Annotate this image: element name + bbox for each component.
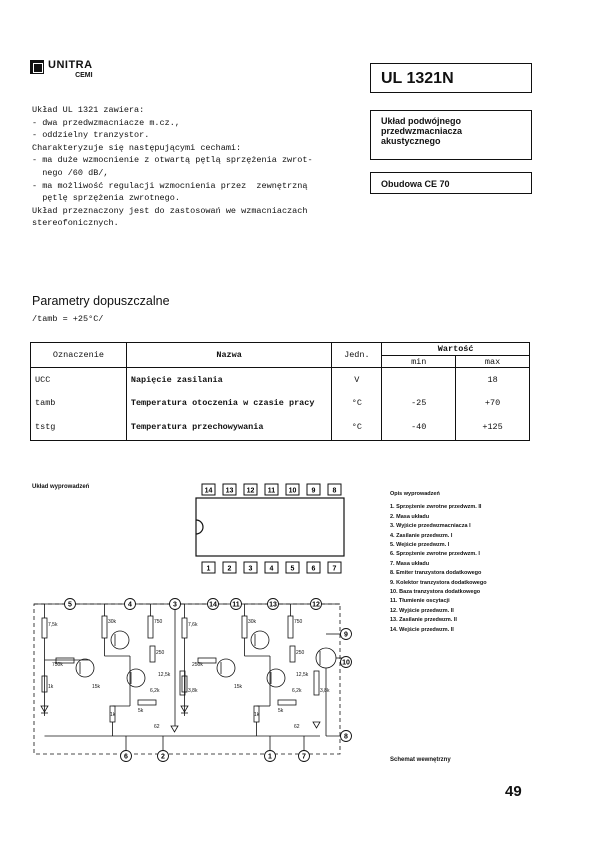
component-label: 250 bbox=[296, 650, 305, 656]
component-label: 750k bbox=[52, 662, 63, 668]
legend-item: 11. Tłumienie oscytacji bbox=[390, 598, 450, 605]
ic-pin-label: 14 bbox=[204, 487, 213, 495]
description-line: przedwzmacniacza bbox=[381, 126, 463, 136]
ic-pinout-diagram bbox=[188, 478, 358, 578]
page-number: 49 bbox=[505, 783, 522, 800]
schematic-node-label: 4 bbox=[128, 601, 132, 609]
cell-min bbox=[382, 368, 456, 392]
legend-item: 12. Wyjście przedwzm. II bbox=[390, 607, 454, 614]
cell-unit: °C bbox=[332, 414, 382, 441]
component-label: 30k bbox=[108, 619, 117, 625]
intro-line: - ma duże wzmocnienie z otwartą pętlą sprzężenia zwrot- bbox=[32, 155, 313, 166]
ic-pin-label: 10 bbox=[288, 487, 297, 495]
unitra-logo bbox=[30, 60, 93, 79]
schematic-node-label: 1 bbox=[268, 753, 272, 761]
schematic-node-label: 14 bbox=[209, 601, 217, 609]
legend-item: 13. Zasilanie przedwzm. II bbox=[390, 617, 457, 624]
intro-line: - ma możliwość regulacji wzmocnienia przez zewnętrzną bbox=[32, 180, 308, 191]
component-label: 62 bbox=[154, 724, 160, 730]
cell-name: Napięcie zasilania bbox=[126, 368, 332, 392]
cell-name: Temperatura otoczenia w czasie pracy bbox=[126, 391, 332, 414]
ic-pin-label: 6 bbox=[311, 565, 316, 573]
params-condition: /tamb = +25°C/ bbox=[32, 314, 104, 324]
intro-line: Charakteryzuje się następującymi cechami: bbox=[32, 142, 242, 153]
cell-unit: V bbox=[332, 368, 382, 392]
component-label: 1k bbox=[110, 712, 116, 718]
cell-max: +70 bbox=[456, 391, 530, 414]
legend-item: 9. Kolektor tranzystora dodatkowego bbox=[390, 579, 487, 586]
component-label: 15k bbox=[234, 684, 243, 690]
schematic-node-label: 13 bbox=[269, 601, 277, 609]
component-label: 750 bbox=[294, 619, 303, 625]
schematic-node-label: 6 bbox=[124, 753, 128, 761]
cell-min: -25 bbox=[382, 391, 456, 414]
brand-sub: CEMI bbox=[75, 72, 93, 79]
table-row bbox=[31, 368, 530, 392]
component-label: 62 bbox=[294, 724, 300, 730]
component-label: 15k bbox=[92, 684, 101, 690]
description-box bbox=[370, 110, 532, 160]
ic-pin-label: 12 bbox=[246, 487, 255, 495]
legend-item: 8. Emiter tranzystora dodatkowego bbox=[390, 570, 482, 577]
schematic-node-label: 7 bbox=[302, 753, 306, 761]
cell-max: 18 bbox=[456, 368, 530, 392]
schematic-node-label: 9 bbox=[344, 631, 348, 639]
col-header-min: min bbox=[382, 356, 456, 368]
col-header-name: Nazwa bbox=[126, 343, 332, 368]
description-line: akustycznego bbox=[381, 136, 441, 146]
component-label: 1k bbox=[254, 712, 260, 718]
intro-line: stereofonicznych. bbox=[32, 218, 119, 229]
table-row bbox=[31, 414, 530, 441]
internal-schematic bbox=[30, 596, 360, 766]
legend-heading: Opis wyprowadzeń bbox=[390, 491, 440, 497]
ic-pin-label: 4 bbox=[269, 565, 274, 573]
legend-item: 7. Masa układu bbox=[390, 560, 430, 567]
component-label: 6,2k bbox=[150, 688, 160, 694]
legend-item: 10. Baza tranzystora dodatkowego bbox=[390, 589, 481, 596]
col-header-symbol: Oznaczenie bbox=[31, 343, 127, 368]
cell-symbol: tstg bbox=[31, 414, 127, 441]
component-label: 250k bbox=[192, 662, 203, 668]
ic-pin-label: 9 bbox=[311, 487, 316, 495]
legend-item: 5. Wejście przedwzm. I bbox=[390, 542, 450, 549]
schematic-node-label: 10 bbox=[342, 659, 350, 667]
pinout-heading: Układ wyprowadzeń bbox=[32, 484, 90, 490]
component-label: 1k bbox=[48, 684, 54, 690]
legend-item: 2. Masa układu bbox=[390, 513, 430, 520]
params-table bbox=[30, 342, 530, 441]
legend-item: 1. Sprzężenie zwrotne przedwzm. II bbox=[390, 504, 482, 511]
cell-max: +125 bbox=[456, 414, 530, 441]
component-label: 6,2k bbox=[292, 688, 302, 694]
pin-legend bbox=[390, 490, 487, 635]
legend-item: 6. Sprzężenie zwrotne przedwzm. I bbox=[390, 551, 480, 558]
params-heading: Parametry dopuszczalne bbox=[32, 294, 170, 308]
col-header-unit: Jedn. bbox=[332, 343, 382, 368]
legend-item: 4. Zasilanie przedwzm. I bbox=[390, 532, 453, 539]
schematic-node-label: 3 bbox=[173, 601, 177, 609]
ic-pin-label: 1 bbox=[206, 565, 211, 573]
schematic-node-label: 12 bbox=[312, 601, 320, 609]
col-header-max: max bbox=[456, 356, 530, 368]
component-label: 5k bbox=[138, 708, 144, 714]
col-header-value: Wartość bbox=[382, 343, 530, 356]
schematic-node-label: 5 bbox=[68, 601, 72, 609]
package-box: Obudowa CE 70 bbox=[370, 172, 532, 194]
intro-line: Układ przeznaczony jest do zastosowań we wzmacniaczach bbox=[32, 205, 308, 216]
component-label: 250 bbox=[156, 650, 165, 656]
ic-pin-label: 2 bbox=[227, 565, 232, 573]
schematic-node-label: 2 bbox=[161, 753, 165, 761]
component-label: 3,8k bbox=[188, 688, 198, 694]
brand-name: UNITRA bbox=[48, 59, 93, 71]
intro-line: pętlę sprzężenia zwrotnego. bbox=[32, 193, 180, 204]
intro-line: Układ UL 1321 zawiera: bbox=[32, 105, 145, 115]
schematic-node-label: 8 bbox=[344, 733, 348, 741]
schematic-node-label: 11 bbox=[232, 601, 240, 609]
legend-item: 14. Wejście przedwzm. II bbox=[390, 626, 454, 633]
table-row bbox=[31, 391, 530, 414]
ic-pin-label: 8 bbox=[332, 487, 337, 495]
intro-line: - oddzielny tranzystor. bbox=[32, 130, 150, 141]
cell-unit: °C bbox=[332, 391, 382, 414]
cell-symbol: UCC bbox=[31, 368, 127, 392]
part-number-box: UL 1321N bbox=[370, 63, 532, 93]
ic-pin-label: 11 bbox=[267, 487, 276, 495]
ic-pin-label: 5 bbox=[290, 565, 295, 573]
schematic-caption: Schemat wewnętrzny bbox=[390, 757, 451, 763]
unitra-logo-mark bbox=[30, 60, 44, 74]
cell-name: Temperatura przechowywania bbox=[126, 414, 332, 441]
component-label: 750 bbox=[154, 619, 163, 625]
description-line: Układ podwójnego bbox=[381, 116, 461, 126]
component-label: 30k bbox=[248, 619, 257, 625]
component-label: 12,5k bbox=[158, 672, 171, 678]
component-label: 7,6k bbox=[188, 622, 198, 628]
component-label: 3,8k bbox=[320, 688, 330, 694]
component-label: 5k bbox=[278, 708, 284, 714]
component-label: 7,5k bbox=[48, 622, 58, 628]
intro-text bbox=[32, 104, 362, 230]
ic-pin-label: 3 bbox=[248, 565, 253, 573]
ic-pin-label: 13 bbox=[225, 487, 234, 495]
intro-line: - dwa przedwzmacniacze m.cz., bbox=[32, 117, 180, 128]
legend-item: 3. Wyjście przedwzmacniacza I bbox=[390, 523, 471, 530]
cell-min: -40 bbox=[382, 414, 456, 441]
component-label: 12,5k bbox=[296, 672, 309, 678]
cell-symbol: tamb bbox=[31, 391, 127, 414]
ic-pin-label: 7 bbox=[332, 565, 337, 573]
intro-line: nego /60 dB/, bbox=[32, 167, 109, 178]
